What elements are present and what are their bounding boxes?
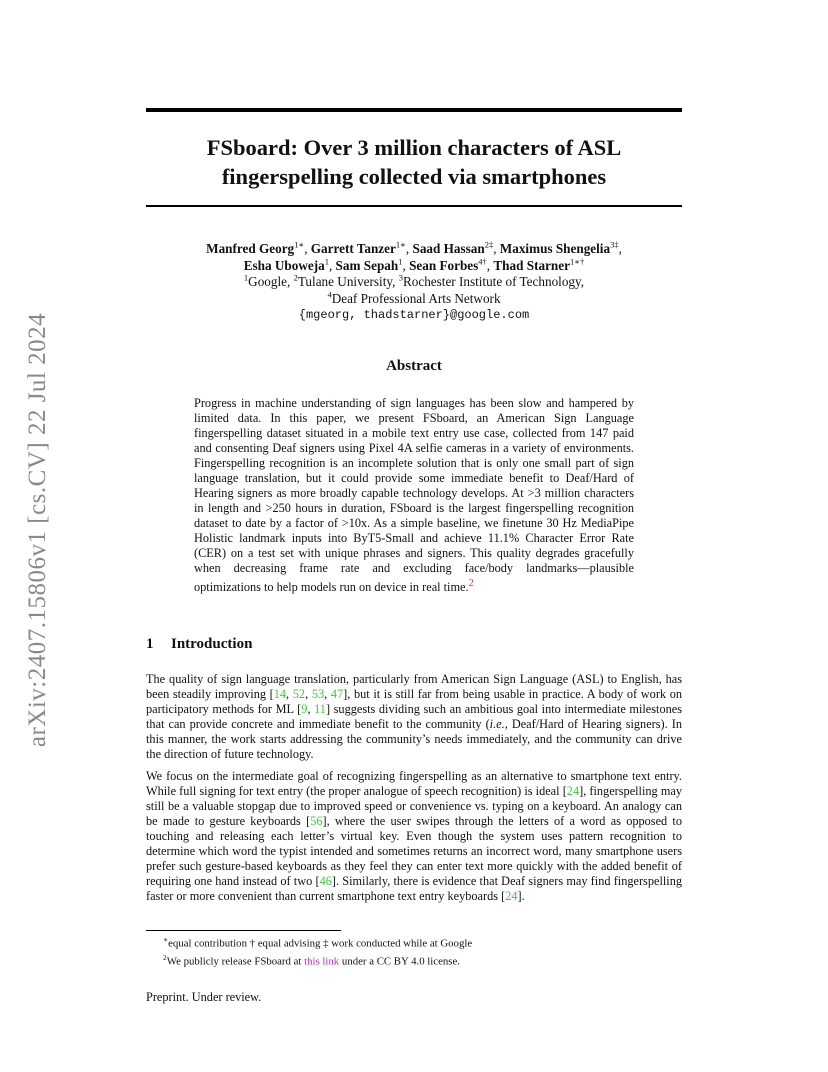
italic-text: i.e.	[489, 717, 505, 731]
section-heading-introduction	[146, 636, 682, 653]
paragraph-text: The quality of sign language translation, particularly from American Sign Language (ASL) to English, has been steadily improving [	[146, 672, 682, 701]
paragraph-text: , Deaf/Hard of Hearing signers). In this manner, the work starts addressing the community’s needs immediately, and the community can drive the direction of future technology.	[146, 717, 682, 761]
intro-paragraph-2	[146, 769, 682, 904]
citation-link[interactable]: 14	[273, 687, 287, 701]
author-name: Manfred Georg	[206, 241, 295, 256]
section-number: 1	[146, 636, 154, 652]
footnote-text: We publicly release FSboard at	[166, 955, 305, 968]
footnote-2	[163, 951, 683, 969]
section-title: Introduction	[171, 636, 253, 652]
affiliation: Google,	[248, 274, 294, 289]
affiliations-line-2	[146, 291, 682, 308]
title-line-2: fingerspelling collected via smartphones	[221, 164, 607, 189]
author-mark: 1∗	[294, 239, 305, 250]
author-name: Thad Starner	[493, 257, 570, 273]
author-line-2: Esha Uboweja$^1$, Sam Sepah$^1$, Sean Forbes$^{4\dagger}$, Thad Starner$^{1∗\dagger}$	[243, 256, 585, 273]
affiliation: Tulane University,	[297, 274, 399, 289]
footnote-mark: 2	[163, 952, 167, 962]
paper-title	[146, 133, 682, 191]
author-mark: 1	[398, 256, 403, 267]
author-name: Maximus Shengelia	[499, 241, 611, 256]
citation-link[interactable]: 11	[314, 702, 326, 716]
author-name: Sean Forbes	[409, 257, 479, 273]
author-block	[146, 241, 682, 324]
footnote-1	[163, 933, 683, 951]
footnote-rule	[146, 930, 341, 931]
paragraph-text: ]. Similarly, there is evidence that Deaf signers may find fingerspelling faster or more convenient than current smartphone text entry keyboards [	[146, 874, 682, 903]
author-mark: 2‡	[484, 239, 494, 250]
author-mark: 1	[324, 256, 329, 267]
affiliations-line-1	[146, 274, 682, 291]
author-name: Esha Uboweja	[243, 257, 325, 273]
author-mark: 1∗†	[569, 256, 585, 267]
title-top-rule	[146, 108, 682, 112]
author-mark: 1∗	[395, 239, 406, 250]
affiliation-mark: 3	[398, 272, 403, 283]
citation-link[interactable]: 56	[310, 814, 323, 828]
title-line-1: FSboard: Over 3 million characters of ASL	[206, 135, 622, 160]
abstract-heading: Abstract	[386, 358, 442, 374]
title-bottom-rule	[146, 205, 682, 207]
affiliation: Rochester Institute of Technology,	[402, 274, 585, 289]
citation-link[interactable]: 9	[301, 702, 308, 716]
arxiv-identifier	[18, 295, 58, 765]
footnote-text: under a CC BY 4.0 license.	[339, 955, 460, 968]
citation-link[interactable]: 52	[292, 687, 306, 701]
citation-link[interactable]: 46	[319, 874, 332, 888]
citation-link[interactable]: 24	[505, 889, 518, 903]
preprint-footer: Preprint. Under review.	[146, 990, 262, 1004]
author-name: Saad Hassan	[412, 241, 485, 256]
author-line-1: Manfred Georg$^{1∗}$, Garrett Tanzer$^{1∗}$, Saad Hassan$^{2\ddagger}$, Maximus Shengelia$^{3\ddagger}$,	[206, 239, 622, 256]
citation-link[interactable]: 24	[566, 784, 580, 798]
paragraph-text: ], where the user swipes through the letters of a word as opposed to touching and releasing each letter’s virtual key. Even though the system uses pattern recognition to determine which word the typist intended and sometimes returns an incorrect word, many smartphone users prefer such gesture-based keyboards as they feel they can enter text more quickly with the added benefit of requiring one hand instead of two [	[146, 814, 682, 888]
footnotes	[163, 933, 683, 968]
dataset-link[interactable]: this link	[304, 955, 340, 968]
paragraph-text: ], fingerspelling may still be a valuable stopgap due to improved speed or convenience vs. typing on a keyboard. An analogy can be made to gesture keyboards [	[146, 784, 682, 828]
citation-link[interactable]: 53	[311, 687, 325, 701]
affiliation: Deaf Professional Arts Network	[331, 290, 501, 306]
paragraph-text: ].	[517, 889, 525, 903]
affiliation-mark: 2	[293, 272, 298, 283]
abstract-text: Progress in machine understanding of sign languages has been slow and hampered by limited data. In this paper, we present FSboard, an American Sign Language fingerspelling dataset situated in a mobile text entry use case, collected from 147 paid and consenting Deaf signers using Pixel 4A selfie cameras in a variety of environments. Fingerspelling recognition is an incomplete solution that is only one small part of sign language translation, but it could provide some immediate benefit to Deaf/Hard of Hearing signers as more broadly capable technology develops. At >3 million characters in length and >250 hours in duration, FSboard is the largest fingerspelling recognition dataset to date by a factor of >10x. As a simple baseline, we finetune 30 Hz MediaPipe Holistic landmark inputs into ByT5-Small and achieve 11.1% Character Error Rate (CER) on a test set with unique phrases and signers. This quality degrades gracefully when decreasing frame rate and excluding face/body landmarks—plausible optimizations to help models run on device in real time.	[194, 396, 634, 595]
paragraph-text: We focus on the intermediate goal of recognizing fingerspelling as an alternative to smartphone text entry. While full signing for text entry (the proper analogue of speech recognition) is ideal [	[146, 769, 682, 798]
footnote-2-ref[interactable]: 2	[468, 578, 474, 589]
paragraph-text: ] suggests dividing such an ambitious goal into intermediate milestones that can provide concrete and immediate benefit to the community (	[146, 702, 683, 731]
affiliation-mark: 1	[243, 272, 249, 283]
arxiv-identifier-text: arXiv:2407.15806v1 [cs.CV] 22 Jul 2024	[24, 312, 51, 748]
footnote-text: equal contribution † equal advising ‡ work conducted while at Google	[168, 937, 473, 950]
paragraph-text: ], but it is still far from being usable in practice. A body of work on participatory methods for ML [	[146, 687, 683, 716]
author-mark: 3‡	[610, 239, 619, 250]
author-mark: 4†	[478, 256, 487, 267]
citation-link[interactable]: 47	[330, 687, 344, 701]
footnote-mark: ∗	[163, 935, 169, 944]
abstract-body	[194, 396, 634, 595]
affiliation-mark: 4	[327, 289, 332, 300]
author-emails: {mgeorg, thadstarner}@google.com	[298, 308, 530, 322]
intro-paragraph-1: The quality of sign language translation, particularly from American Sign Language (ASL) to English, has been steadily improving [14, 52, 53, 47], but it is still far from being usable in practice. A body of work on participatory methods for ML [9, 11] suggests dividing such an ambitious goal into intermediate milestones that can provide concrete and immediate benefit to the community (i.e., Deaf/Hard of Hearing signers). In this manner, the work starts addressing the community’s needs immediately, and the community can drive the direction of future technology.	[146, 672, 683, 761]
author-name: Sam Sepah	[335, 257, 399, 273]
author-name: Garrett Tanzer	[310, 241, 396, 256]
